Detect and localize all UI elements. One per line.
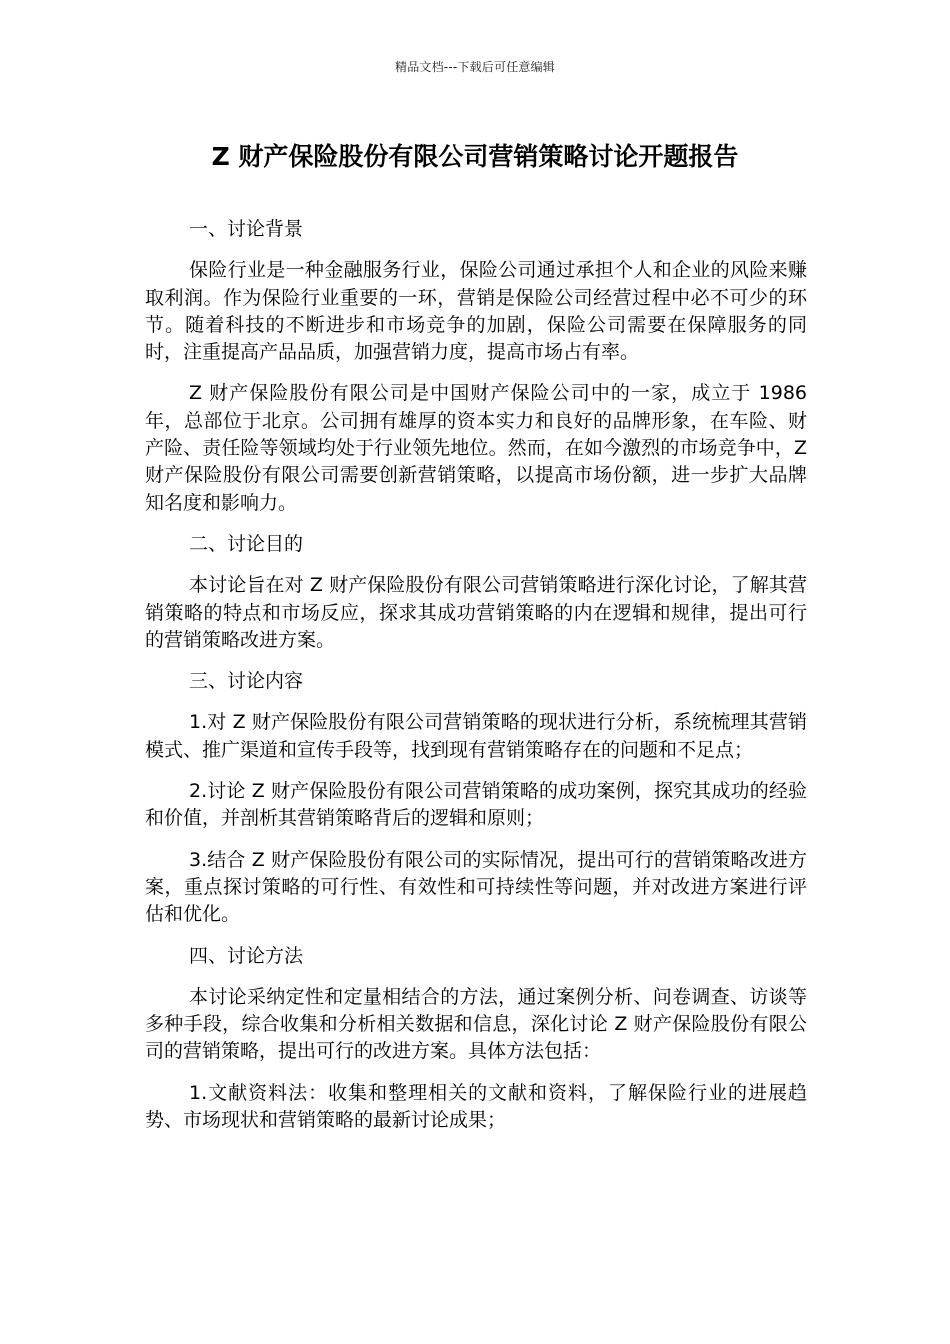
paragraph-background-2: Z 财产保险股份有限公司是中国财产保险公司中的一家，成立于 1986 年，总部位于北京。公司拥有雄厚的资本实力和良好的品牌形象，在车险、财产险、责任险等领域均处于行业领先地位。然而，在如今激烈的市场竞争中，Z 财产保险股份有限公司需要创新营销策略，以提高市场份额，进一步扩大品牌知名度和影响力。	[145, 382, 807, 514]
section-heading-content: 三、讨论内容	[189, 670, 304, 693]
content-item-3: 3.结合 Z 财产保险股份有限公司的实际情况，提出可行的营销策略改进方案，重点探讨策略的可行性、有效性和可持续性等问题，并对改进方案进行评估和优化。	[145, 848, 807, 926]
content-item-1: 1.对 Z 财产保险股份有限公司营销策略的现状进行分析，系统梳理其营销模式、推广渠道和宣传手段等，找到现有营销策略存在的问题和不足点；	[145, 711, 807, 761]
content-item-2: 2.讨论 Z 财产保险股份有限公司营销策略的成功案例，探究其成功的经验和价值，并剖析其营销策略背后的逻辑和原则；	[145, 780, 807, 830]
section-heading-purpose: 二、讨论目的	[189, 532, 304, 555]
paragraph-background-1: 保险行业是一种金融服务行业，保险公司通过承担个人和企业的风险来赚取利润。作为保险行业重要的一环，营销是保险公司经营过程中必不可少的环节。随着科技的不断进步和市场竞争的加剧，保险公司需要在保障服务的同时，注重提高产品品质，加强营销力度，提高市场占有率。	[145, 259, 807, 364]
paragraph-method-1: 本讨论采纳定性和定量相结合的方法，通过案例分析、问卷调查、访谈等多种手段，综合收集和分析相关数据和信息，深化讨论 Z 财产保险股份有限公司的营销策略，提出可行的改进方案。具体方法包括：	[145, 985, 807, 1063]
header-note: 精品文档---下载后可任意编辑	[395, 60, 555, 74]
document-body	[145, 216, 807, 1148]
section-heading-method: 四、讨论方法	[189, 944, 304, 967]
paragraph-purpose-1: 本讨论旨在对 Z 财产保险股份有限公司营销策略进行深化讨论，了解其营销策略的特点和市场反应，探求其成功营销策略的内在逻辑和规律，提出可行的营销策略改进方案。	[145, 574, 807, 651]
section-heading-background: 一、讨论背景	[189, 218, 304, 240]
method-item-1: 1.文献资料法：收集和整理相关的文献和资料，了解保险行业的进展趋势、市场现状和营销策略的最新讨论成果；	[145, 1081, 807, 1132]
document-title: Z 财产保险股份有限公司营销策略讨论开题报告	[211, 142, 739, 171]
